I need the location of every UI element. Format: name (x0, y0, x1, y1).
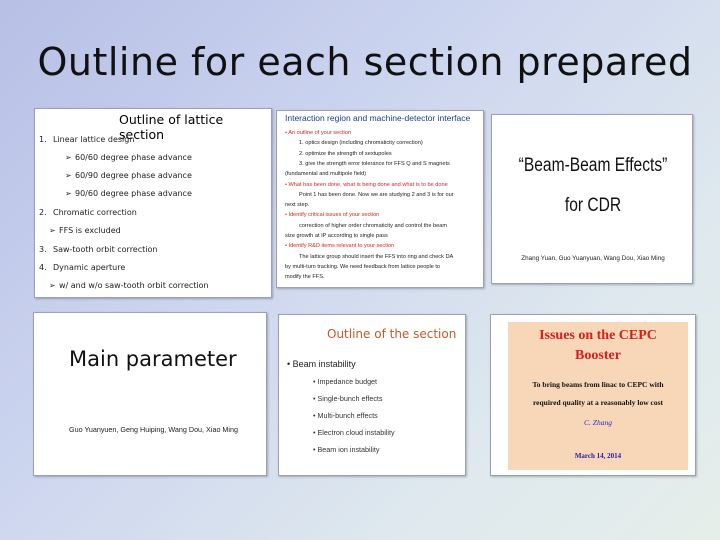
ir-red-heading-line: • Identify R&D items relevant to your section (285, 243, 395, 250)
ir-text-line: 1. optics design (including chromaticity correction) (299, 140, 423, 147)
beam-beam-authors: Zhang Yuan, Guo Yuanyuan, Wang Dou, Xiao Ming (521, 255, 665, 262)
cepc-body-line: To bring beams from linac to CEPC with (532, 380, 664, 389)
lattice-item: 2. Chromatic correction (39, 208, 137, 217)
section-outline-thumbnail (278, 314, 466, 476)
lattice-subitem: ➢ 60/60 degree phase advance (65, 153, 192, 162)
ir-text-line: 2. optimize the strength of sextupoles (299, 150, 392, 157)
slide-title: Outline for each section prepared (37, 40, 693, 84)
ir-text-line: Point 1 has been done. Now we are studying 2 and 3 is for our (299, 191, 454, 198)
beam-beam-subtitle: for CDR (564, 195, 622, 216)
section-subitem: • Beam ion instability (313, 445, 380, 454)
ir-text-line: modify the FFS. (285, 274, 325, 281)
ir-red-heading-line: • What has been done, what is being done and what is to be done (285, 181, 448, 188)
beam-beam-title: “Beam-Beam Effects” (518, 155, 668, 176)
section-subitem: • Multi-bunch effects (313, 411, 378, 420)
lattice-subitem: ➢ FFS is excluded (49, 226, 121, 235)
ir-text-line: (fundamental and multipole field) (285, 171, 367, 178)
cepc-title: Issues on the CEPC (539, 328, 657, 343)
main-parameter-thumbnail (33, 312, 267, 476)
lattice-item: 1. Linear lattice design (39, 135, 135, 144)
ir-red-heading-line: • An outline of your section (285, 130, 352, 136)
ir-text-line: correction of higher order chromaticity and control the beam (299, 222, 447, 229)
ir-text-line: next step. (285, 202, 310, 209)
ir-red-heading-line: • Identify critical issues of your section (285, 212, 380, 219)
ir-text-line: 3. give the strength error tolerance for FFS Q and S magnets (299, 160, 450, 167)
lattice-heading: Outline of lattice section (119, 112, 224, 142)
section-subitem: • Single-bunch effects (313, 394, 383, 403)
beam-beam-thumbnail (491, 114, 693, 284)
main-parameter-title: Main parameter (69, 347, 237, 371)
ir-mdi-thumbnail (276, 110, 484, 288)
ir-text-line: The lattice group should insert the FFS into ring and check DA (299, 253, 454, 260)
lattice-subitem: ➢ 90/60 degree phase advance (65, 189, 192, 198)
section-outline-heading: Outline of the section (327, 327, 457, 341)
cepc-title-line2: Booster (575, 348, 621, 363)
lattice-item: 3. Saw-tooth orbit correction (39, 245, 158, 254)
lattice-subitem: ➢ w/ and w/o saw-tooth orbit correction (49, 281, 209, 290)
cepc-date: March 14, 2014 (574, 452, 622, 460)
ir-text-line: size growth at IP according to single pass (285, 233, 388, 239)
ir-heading: Interaction region and machine-detector interface (285, 113, 471, 123)
cepc-author: C. Zhang (584, 418, 612, 427)
lattice-outline-thumbnail (34, 108, 272, 298)
main-parameter-authors: Guo Yuanyuen, Geng Huiping, Wang Dou, Xiao Ming (69, 425, 239, 434)
ir-text-line: by multi-turn tracking. We need feedback from lattice people to (285, 263, 441, 270)
cepc-body-line: required quality at a reasonably low cost (532, 398, 663, 407)
section-subitem: • Electron cloud instability (313, 428, 395, 437)
lattice-item: 4. Dynamic aperture (39, 263, 126, 272)
cepc-booster-thumbnail (490, 314, 696, 476)
section-subitem: • Impedance budget (313, 377, 378, 386)
lattice-subitem: ➢ 60/90 degree phase advance (65, 171, 192, 180)
beam-instability-item: • Beam instability (287, 359, 356, 369)
cepc-booster-cover (508, 322, 688, 470)
